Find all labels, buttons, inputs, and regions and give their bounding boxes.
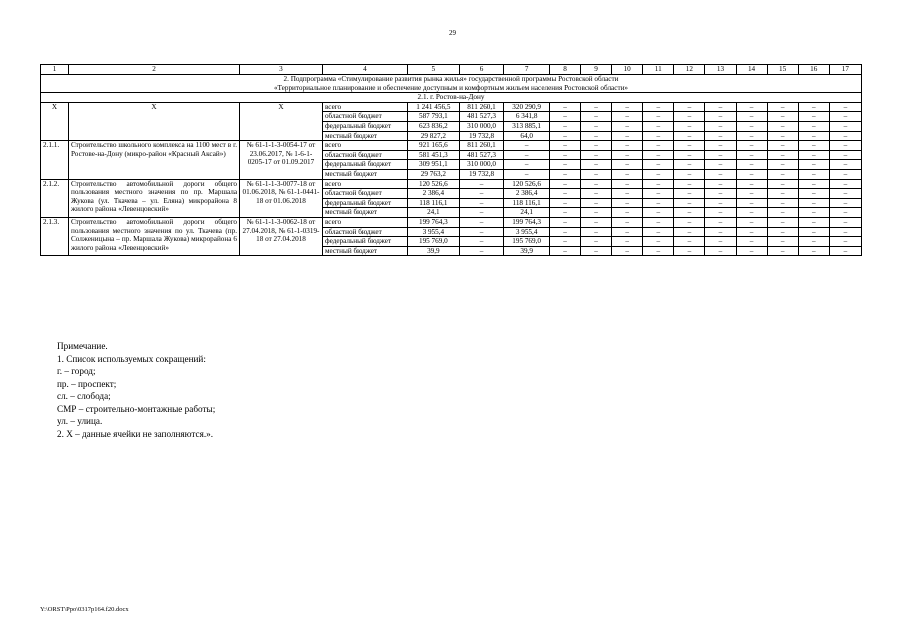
measure-name: Строительство автомобильной дороги общего пользования местного значения по ул. Ткачева (пр. Солженицына – пр. Маршала Жукова) микрорайона 6 жилого района «Левенцовский» bbox=[68, 217, 239, 255]
amount-empty: – bbox=[798, 131, 829, 141]
amount-empty: – bbox=[549, 179, 580, 189]
amount-total: 2 386,4 bbox=[407, 189, 459, 199]
amount-empty: – bbox=[612, 189, 643, 199]
amount-empty: – bbox=[767, 237, 798, 247]
amount-empty: – bbox=[736, 189, 767, 199]
amount-empty: – bbox=[829, 189, 861, 199]
amount-empty: – bbox=[705, 141, 736, 151]
funding-source: местный бюджет bbox=[322, 169, 407, 179]
amount-empty: – bbox=[767, 121, 798, 131]
funding-source: федеральный бюджет bbox=[322, 121, 407, 131]
amount-empty: – bbox=[643, 131, 674, 141]
amount-empty: – bbox=[767, 227, 798, 237]
amount-empty: – bbox=[705, 102, 736, 112]
amount-col7: 195 769,0 bbox=[504, 237, 550, 247]
amount-empty: – bbox=[581, 121, 612, 131]
amount-col7: 118 116,1 bbox=[504, 198, 550, 208]
amount-col6: – bbox=[459, 246, 504, 256]
amount-total: 1 241 456,5 bbox=[407, 102, 459, 112]
amount-col6: 481 527,3 bbox=[459, 112, 504, 122]
funding-source: всего bbox=[322, 217, 407, 227]
amount-empty: – bbox=[549, 102, 580, 112]
amount-empty: – bbox=[829, 217, 861, 227]
amount-empty: – bbox=[674, 189, 705, 199]
amount-empty: – bbox=[767, 150, 798, 160]
amount-empty: – bbox=[736, 141, 767, 151]
amount-empty: – bbox=[549, 160, 580, 170]
column-number: 17 bbox=[829, 65, 861, 75]
amount-empty: – bbox=[798, 198, 829, 208]
amount-empty: – bbox=[767, 246, 798, 256]
amount-empty: – bbox=[643, 102, 674, 112]
amount-empty: – bbox=[798, 141, 829, 151]
amount-empty: – bbox=[736, 227, 767, 237]
measure-name: Строительство автомобильной дороги общего пользования местного значения по пр. Маршала Жукова (ул. Ткачева – ул. Еляна) микрорайона 8 жилого района «Левенцовский» bbox=[68, 179, 239, 217]
amount-empty: – bbox=[674, 227, 705, 237]
amount-empty: – bbox=[705, 160, 736, 170]
amount-empty: – bbox=[549, 150, 580, 160]
amount-empty: – bbox=[581, 131, 612, 141]
amount-empty: – bbox=[736, 179, 767, 189]
amount-empty: – bbox=[829, 198, 861, 208]
section-title: 2.1. г. Ростов-на-Дону bbox=[41, 93, 862, 103]
amount-empty: – bbox=[798, 112, 829, 122]
amount-empty: – bbox=[767, 102, 798, 112]
amount-empty: – bbox=[736, 121, 767, 131]
amount-col6: 19 732,8 bbox=[459, 131, 504, 141]
column-number: 8 bbox=[549, 65, 580, 75]
amount-empty: – bbox=[829, 208, 861, 218]
amount-empty: – bbox=[674, 246, 705, 256]
section-title-row bbox=[41, 93, 862, 103]
note-line: 1. Список используемых сокращений: bbox=[57, 353, 206, 364]
amount-empty: – bbox=[581, 227, 612, 237]
amount-empty: – bbox=[612, 160, 643, 170]
amount-empty: – bbox=[829, 246, 861, 256]
amount-col6: – bbox=[459, 217, 504, 227]
amount-empty: – bbox=[549, 246, 580, 256]
amount-empty: – bbox=[612, 102, 643, 112]
column-number: 9 bbox=[581, 65, 612, 75]
amount-empty: – bbox=[549, 112, 580, 122]
amount-empty: – bbox=[829, 179, 861, 189]
amount-empty: – bbox=[674, 150, 705, 160]
amount-col7: 320 290,9 bbox=[504, 102, 550, 112]
amount-col7: 199 764,3 bbox=[504, 217, 550, 227]
permit-document: № 61-1-1-3-0077-18 от 01.06.2018, № 61-1-0441-18 от 01.06.2018 bbox=[240, 179, 323, 217]
table-row bbox=[41, 102, 862, 112]
amount-empty: – bbox=[643, 237, 674, 247]
amount-empty: – bbox=[705, 112, 736, 122]
amount-empty: – bbox=[674, 160, 705, 170]
amount-col7: 3 955,4 bbox=[504, 227, 550, 237]
amount-empty: – bbox=[705, 121, 736, 131]
amount-empty: – bbox=[549, 237, 580, 247]
note-line: 2. X – данные ячейки не заполняются.». bbox=[57, 428, 214, 439]
amount-empty: – bbox=[612, 121, 643, 131]
amount-empty: – bbox=[581, 198, 612, 208]
amount-col6: – bbox=[459, 179, 504, 189]
amount-empty: – bbox=[581, 189, 612, 199]
amount-total: 921 165,6 bbox=[407, 141, 459, 151]
amount-empty: – bbox=[736, 102, 767, 112]
amount-empty: – bbox=[736, 131, 767, 141]
amount-col6: 481 527,3 bbox=[459, 150, 504, 160]
amount-empty: – bbox=[767, 198, 798, 208]
amount-empty: – bbox=[705, 179, 736, 189]
notes-heading: Примечание. bbox=[57, 341, 108, 351]
amount-empty: – bbox=[643, 169, 674, 179]
column-number: 10 bbox=[612, 65, 643, 75]
amount-col6: – bbox=[459, 208, 504, 218]
amount-empty: – bbox=[674, 179, 705, 189]
footer-file-path: Y:\ORST\Ppo\0317p164.f20.docx bbox=[40, 606, 129, 613]
amount-empty: – bbox=[798, 121, 829, 131]
amount-col6: – bbox=[459, 227, 504, 237]
amount-empty: – bbox=[581, 160, 612, 170]
amount-empty: – bbox=[736, 169, 767, 179]
amount-empty: – bbox=[612, 217, 643, 227]
subprogram-title-row bbox=[41, 75, 862, 93]
amount-empty: – bbox=[705, 217, 736, 227]
amount-col6: – bbox=[459, 198, 504, 208]
amount-empty: – bbox=[643, 198, 674, 208]
amount-empty: – bbox=[643, 179, 674, 189]
amount-empty: – bbox=[767, 179, 798, 189]
amount-empty: – bbox=[767, 131, 798, 141]
amount-col6: 310 000,0 bbox=[459, 121, 504, 131]
column-number: 11 bbox=[643, 65, 674, 75]
column-number: 5 bbox=[407, 65, 459, 75]
amount-empty: – bbox=[798, 246, 829, 256]
amount-empty: – bbox=[549, 217, 580, 227]
note-line: г. – город; bbox=[57, 366, 96, 376]
permit-document: № 61-1-1-3-0054-17 от 23.06.2017, № 1-6-1-0205-17 от 01.09.2017 bbox=[240, 141, 323, 179]
amount-empty: – bbox=[736, 112, 767, 122]
amount-empty: – bbox=[829, 121, 861, 131]
amount-col7: – bbox=[504, 169, 550, 179]
amount-empty: – bbox=[549, 169, 580, 179]
amount-empty: – bbox=[674, 217, 705, 227]
funding-source: всего bbox=[322, 179, 407, 189]
amount-empty: – bbox=[829, 237, 861, 247]
amount-col6: 310 000,0 bbox=[459, 160, 504, 170]
amount-empty: – bbox=[798, 160, 829, 170]
amount-empty: – bbox=[705, 169, 736, 179]
amount-total: 587 793,1 bbox=[407, 112, 459, 122]
amount-empty: – bbox=[674, 141, 705, 151]
amount-empty: – bbox=[581, 102, 612, 112]
amount-empty: – bbox=[705, 131, 736, 141]
amount-empty: – bbox=[798, 179, 829, 189]
financing-table bbox=[40, 64, 862, 256]
amount-empty: – bbox=[767, 189, 798, 199]
amount-empty: – bbox=[736, 150, 767, 160]
amount-empty: – bbox=[612, 179, 643, 189]
column-number: 6 bbox=[459, 65, 504, 75]
amount-col6: – bbox=[459, 189, 504, 199]
amount-empty: – bbox=[767, 169, 798, 179]
amount-empty: – bbox=[612, 150, 643, 160]
column-number: 13 bbox=[705, 65, 736, 75]
amount-total: 309 951,1 bbox=[407, 160, 459, 170]
amount-total: 623 836,2 bbox=[407, 121, 459, 131]
measure-number: 2.1.1. bbox=[41, 141, 69, 179]
amount-empty: – bbox=[643, 227, 674, 237]
amount-empty: – bbox=[674, 169, 705, 179]
measure-name: X bbox=[68, 102, 239, 140]
measure-name: Строительство школьного комплекса на 1100 мест в г. Ростове-на-Дону (микро-район «Красный Аксай») bbox=[68, 141, 239, 179]
amount-empty: – bbox=[549, 131, 580, 141]
amount-total: 581 451,3 bbox=[407, 150, 459, 160]
amount-empty: – bbox=[798, 169, 829, 179]
amount-empty: – bbox=[549, 141, 580, 151]
amount-empty: – bbox=[705, 198, 736, 208]
amount-col7: – bbox=[504, 141, 550, 151]
amount-empty: – bbox=[643, 208, 674, 218]
amount-empty: – bbox=[798, 227, 829, 237]
amount-empty: – bbox=[549, 198, 580, 208]
amount-col7: 313 885,1 bbox=[504, 121, 550, 131]
funding-source: федеральный бюджет bbox=[322, 160, 407, 170]
amount-empty: – bbox=[736, 217, 767, 227]
amount-empty: – bbox=[767, 217, 798, 227]
amount-empty: – bbox=[612, 237, 643, 247]
column-number: 2 bbox=[68, 65, 239, 75]
amount-total: 3 955,4 bbox=[407, 227, 459, 237]
amount-empty: – bbox=[829, 141, 861, 151]
amount-empty: – bbox=[829, 169, 861, 179]
amount-empty: – bbox=[767, 141, 798, 151]
column-number: 12 bbox=[674, 65, 705, 75]
funding-source: областной бюджет bbox=[322, 150, 407, 160]
amount-empty: – bbox=[643, 217, 674, 227]
amount-empty: – bbox=[581, 246, 612, 256]
amount-empty: – bbox=[549, 208, 580, 218]
measure-number: X bbox=[41, 102, 69, 140]
amount-empty: – bbox=[643, 189, 674, 199]
amount-empty: – bbox=[736, 198, 767, 208]
amount-empty: – bbox=[829, 102, 861, 112]
amount-empty: – bbox=[798, 217, 829, 227]
column-number-row bbox=[41, 65, 862, 75]
amount-col6: 811 260,1 bbox=[459, 141, 504, 151]
amount-total: 29 763,2 bbox=[407, 169, 459, 179]
amount-empty: – bbox=[829, 112, 861, 122]
note-line: ул. – улица. bbox=[57, 416, 103, 426]
amount-col6: 19 732,8 bbox=[459, 169, 504, 179]
amount-empty: – bbox=[674, 237, 705, 247]
subprogram-title-line1: 2. Подпрограмма «Стимулирование развития рынка жилья» государственной программы Ростовской области bbox=[283, 75, 619, 83]
amount-total: 118 116,1 bbox=[407, 198, 459, 208]
amount-total: 120 526,6 bbox=[407, 179, 459, 189]
amount-col7: 64,0 bbox=[504, 131, 550, 141]
amount-empty: – bbox=[674, 121, 705, 131]
funding-source: всего bbox=[322, 102, 407, 112]
column-number: 1 bbox=[41, 65, 69, 75]
column-number: 4 bbox=[322, 65, 407, 75]
amount-empty: – bbox=[674, 131, 705, 141]
page-number: 29 bbox=[449, 29, 456, 37]
column-number: 7 bbox=[504, 65, 550, 75]
amount-empty: – bbox=[767, 160, 798, 170]
amount-col7: – bbox=[504, 160, 550, 170]
amount-empty: – bbox=[798, 150, 829, 160]
amount-empty: – bbox=[829, 150, 861, 160]
amount-empty: – bbox=[549, 121, 580, 131]
amount-empty: – bbox=[705, 189, 736, 199]
amount-empty: – bbox=[705, 208, 736, 218]
notes-block bbox=[57, 340, 215, 440]
amount-empty: – bbox=[581, 150, 612, 160]
amount-empty: – bbox=[736, 246, 767, 256]
funding-source: областной бюджет bbox=[322, 189, 407, 199]
table-row bbox=[41, 217, 862, 227]
amount-empty: – bbox=[674, 208, 705, 218]
permit-document: № 61-1-1-3-0062-18 от 27.04.2018, № 61-1-0319-18 от 27.04.2018 bbox=[240, 217, 323, 255]
note-line: пр. – проспект; bbox=[57, 378, 117, 389]
amount-empty: – bbox=[643, 150, 674, 160]
amount-empty: – bbox=[612, 169, 643, 179]
amount-col7: 39,9 bbox=[504, 246, 550, 256]
permit-document: X bbox=[240, 102, 323, 140]
amount-empty: – bbox=[643, 112, 674, 122]
column-number: 14 bbox=[736, 65, 767, 75]
amount-empty: – bbox=[643, 160, 674, 170]
amount-empty: – bbox=[798, 189, 829, 199]
measure-number: 2.1.3. bbox=[41, 217, 69, 255]
amount-empty: – bbox=[736, 208, 767, 218]
funding-source: местный бюджет bbox=[322, 246, 407, 256]
amount-total: 39,9 bbox=[407, 246, 459, 256]
funding-source: федеральный бюджет bbox=[322, 237, 407, 247]
amount-empty: – bbox=[643, 121, 674, 131]
amount-empty: – bbox=[829, 227, 861, 237]
funding-source: федеральный бюджет bbox=[322, 198, 407, 208]
amount-empty: – bbox=[705, 150, 736, 160]
amount-empty: – bbox=[736, 237, 767, 247]
amount-empty: – bbox=[581, 179, 612, 189]
amount-empty: – bbox=[829, 160, 861, 170]
amount-empty: – bbox=[581, 169, 612, 179]
amount-empty: – bbox=[798, 237, 829, 247]
amount-empty: – bbox=[705, 237, 736, 247]
amount-empty: – bbox=[736, 160, 767, 170]
amount-empty: – bbox=[612, 141, 643, 151]
amount-empty: – bbox=[612, 208, 643, 218]
amount-col6: 811 260,1 bbox=[459, 102, 504, 112]
column-number: 15 bbox=[767, 65, 798, 75]
amount-empty: – bbox=[581, 141, 612, 151]
column-number: 16 bbox=[798, 65, 829, 75]
amount-empty: – bbox=[612, 112, 643, 122]
amount-col7: 24,1 bbox=[504, 208, 550, 218]
subprogram-title bbox=[41, 75, 862, 93]
funding-source: областной бюджет bbox=[322, 112, 407, 122]
amount-empty: – bbox=[612, 198, 643, 208]
amount-empty: – bbox=[581, 112, 612, 122]
table-row bbox=[41, 141, 862, 151]
amount-empty: – bbox=[798, 208, 829, 218]
amount-empty: – bbox=[829, 131, 861, 141]
amount-empty: – bbox=[674, 112, 705, 122]
amount-total: 195 769,0 bbox=[407, 237, 459, 247]
note-line: СМР – строительно-монтажные работы; bbox=[57, 403, 216, 414]
amount-empty: – bbox=[549, 227, 580, 237]
table-row bbox=[41, 179, 862, 189]
funding-source: всего bbox=[322, 141, 407, 151]
amount-empty: – bbox=[612, 227, 643, 237]
column-number: 3 bbox=[240, 65, 323, 75]
amount-empty: – bbox=[612, 131, 643, 141]
amount-empty: – bbox=[798, 102, 829, 112]
amount-empty: – bbox=[705, 227, 736, 237]
funding-source: местный бюджет bbox=[322, 208, 407, 218]
amount-empty: – bbox=[674, 198, 705, 208]
amount-col7: 120 526,6 bbox=[504, 179, 550, 189]
amount-col7: 6 341,8 bbox=[504, 112, 550, 122]
amount-empty: – bbox=[705, 246, 736, 256]
amount-empty: – bbox=[581, 237, 612, 247]
measure-number: 2.1.2. bbox=[41, 179, 69, 217]
funding-source: местный бюджет bbox=[322, 131, 407, 141]
amount-empty: – bbox=[549, 189, 580, 199]
amount-empty: – bbox=[643, 141, 674, 151]
amount-empty: – bbox=[767, 112, 798, 122]
amount-total: 29 827,2 bbox=[407, 131, 459, 141]
amount-col7: – bbox=[504, 150, 550, 160]
amount-empty: – bbox=[581, 217, 612, 227]
amount-col7: 2 386,4 bbox=[504, 189, 550, 199]
amount-empty: – bbox=[643, 246, 674, 256]
amount-col6: – bbox=[459, 237, 504, 247]
amount-empty: – bbox=[674, 102, 705, 112]
amount-empty: – bbox=[767, 208, 798, 218]
amount-total: 24,1 bbox=[407, 208, 459, 218]
note-line: сл. – слобода; bbox=[57, 391, 111, 401]
subprogram-title-line2: «Территориальное планирование и обеспечение доступным и комфортным жильем населения Ростовской области» bbox=[273, 83, 629, 92]
amount-empty: – bbox=[612, 246, 643, 256]
amount-empty: – bbox=[581, 208, 612, 218]
funding-source: областной бюджет bbox=[322, 227, 407, 237]
amount-total: 199 764,3 bbox=[407, 217, 459, 227]
